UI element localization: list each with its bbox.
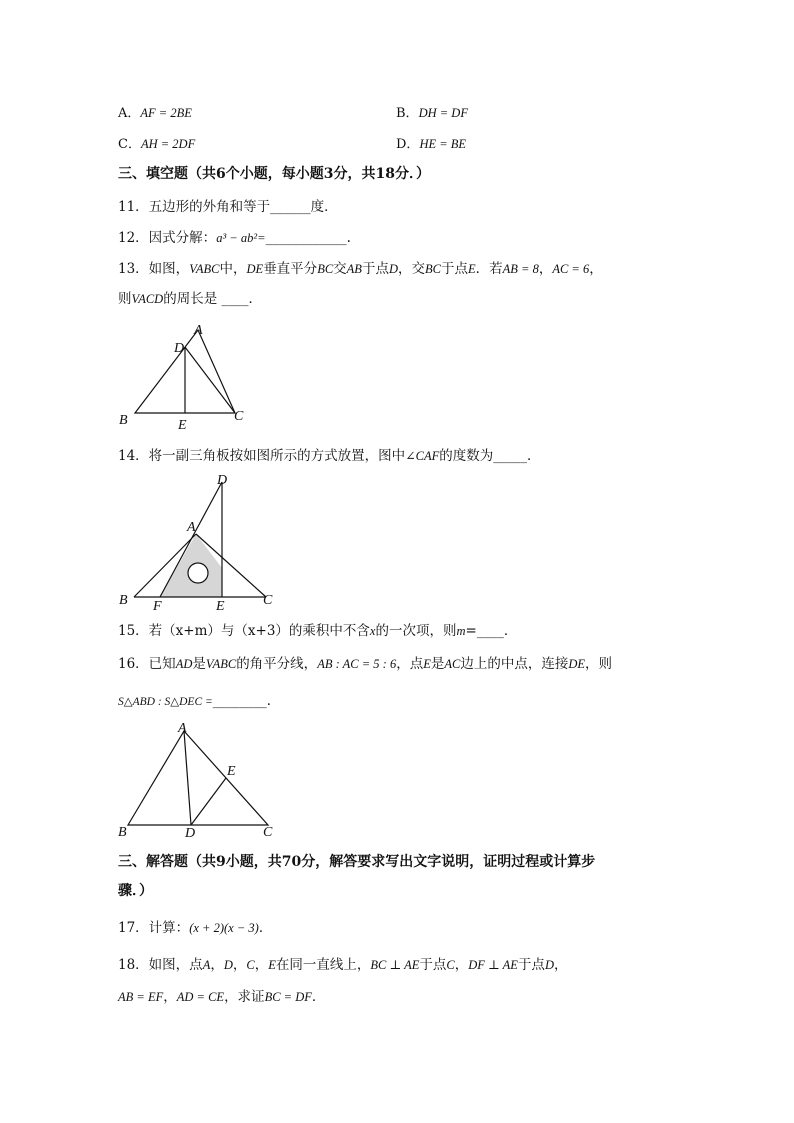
- q14-label-c: C: [263, 593, 273, 608]
- q14-label-b: B: [119, 593, 128, 608]
- q18-t3: ，: [210, 957, 224, 973]
- q12-expr: a³ − ab²=: [216, 231, 266, 245]
- option-a: [118, 103, 192, 124]
- q13-t18: AC = 6: [552, 262, 590, 276]
- q13-t14: E: [467, 262, 476, 276]
- option-b-text: DH = DF: [418, 106, 468, 120]
- q15-t4: m: [456, 624, 466, 638]
- q13-t10: D: [388, 262, 398, 276]
- q13-label-a: A: [194, 323, 203, 338]
- question-13-line-1: [118, 259, 603, 279]
- q15-t2: x: [369, 624, 376, 638]
- q15-t3: 的一次项，则: [375, 623, 457, 639]
- q18-t15: 于点: [517, 957, 545, 973]
- q16-t4: VABC: [205, 657, 237, 671]
- q16-triangle-abc: [128, 731, 268, 825]
- q14-t1: 14．将一副三角板按如图所示的方式放置，图中: [118, 448, 406, 464]
- q18-t12: C: [446, 958, 455, 972]
- question-16-line-2: [118, 691, 280, 712]
- option-d: [396, 134, 466, 155]
- q14-hole-circle: [188, 563, 208, 583]
- q13-t17: ，: [538, 261, 553, 277]
- q13-t22: 的周长是 ____．: [163, 291, 263, 307]
- question-14: [118, 446, 541, 466]
- q13-t5: 垂直平分: [263, 261, 318, 277]
- q13-t4: DE: [246, 262, 264, 276]
- section-fill-heading: 三、填空题（共6个小题，每小题3分，共18分．）: [118, 166, 430, 182]
- option-d-text: HE = BE: [419, 137, 467, 151]
- q18-t19: ，: [163, 989, 177, 1005]
- section-solve-heading-line-2: 骤．）: [118, 883, 153, 899]
- q13-t3: 中，: [219, 261, 247, 277]
- option-c-label: C．: [118, 137, 141, 152]
- option-a-label: A．: [118, 106, 141, 121]
- q18-t10: BC ⊥ AE: [370, 958, 420, 972]
- q16-blank: ________．: [212, 693, 281, 709]
- q16-t5: 的角平分线，: [236, 656, 318, 672]
- q13-t7: 交: [333, 261, 347, 277]
- question-15: [118, 621, 517, 641]
- q18-t4: D: [223, 958, 233, 972]
- option-b-label: B．: [396, 106, 419, 121]
- question-16-line-1: [118, 654, 612, 674]
- q16-label-c: C: [263, 825, 273, 840]
- q13-t15: ．若: [475, 261, 503, 277]
- q16-t10: AC: [444, 657, 461, 671]
- q16-t6: AB : AC = 5 : 6: [317, 657, 397, 671]
- option-b: [396, 103, 468, 124]
- q16-segment-de: [191, 778, 226, 825]
- q14-label-a: A: [187, 520, 196, 535]
- q16-area-ratio: S△ABD : S△DEC =: [118, 696, 213, 708]
- q16-t12: DE: [568, 657, 586, 671]
- q14-t3: 的度数为_____．: [439, 448, 541, 464]
- q18-t5: ，: [232, 957, 247, 973]
- q18-t1: 18．如图，点: [118, 957, 203, 973]
- option-a-text: AF = 2BE: [140, 106, 192, 120]
- question-18-line-2: [118, 987, 325, 1007]
- q13-t9: 于点: [361, 261, 389, 277]
- q13-label-d: D: [174, 341, 185, 356]
- section-solve-heading-line-1: 三、解答题（共9小题，共70分，解答要求写出文字说明，证明过程或计算步: [118, 854, 596, 870]
- q12-prefix: 12．因式分解：: [118, 230, 217, 246]
- q18-t9: 在同一直线上，: [275, 957, 371, 973]
- q18-t14: DF ⊥ AE: [468, 958, 518, 972]
- q18-t20: AD = CE: [176, 990, 225, 1004]
- q13-t6: BC: [317, 262, 334, 276]
- q13-t8: AB: [346, 262, 362, 276]
- q16-t13: ，则: [585, 656, 613, 672]
- option-c: [118, 134, 195, 155]
- question-13-line-2: [118, 289, 262, 309]
- question-11: 11．五边形的外角和等于______度．: [118, 199, 338, 215]
- q18-t21: ，求证: [224, 989, 265, 1005]
- option-d-label: D．: [396, 137, 420, 152]
- q16-segment-ad: [184, 731, 191, 825]
- q18-t13: ，: [454, 957, 469, 973]
- q16-t7: ，点: [396, 656, 424, 672]
- q18-t17: ，: [553, 957, 568, 973]
- q18-t8: E: [268, 958, 276, 972]
- q13-t19: ，: [589, 261, 603, 277]
- q18-t16: D: [544, 958, 554, 972]
- q18-t22: BC = DF: [264, 990, 312, 1004]
- q16-t2: AD: [175, 657, 193, 671]
- q18-t23: ．: [311, 989, 326, 1005]
- q13-label-b: B: [119, 413, 128, 428]
- question-18-line-1: [118, 955, 567, 975]
- q17-t3: ．: [258, 920, 273, 936]
- q13-t2: VABC: [189, 262, 220, 276]
- q13-t11: ，交: [397, 261, 425, 277]
- q14-figure: [110, 470, 290, 615]
- q16-t11: 边上的中点，连接: [460, 656, 569, 672]
- q13-label-c: C: [234, 409, 244, 424]
- option-c-text: AH = 2DF: [140, 137, 196, 151]
- q16-t9: 是: [430, 656, 445, 672]
- q13-t16: AB = 8: [502, 262, 539, 276]
- q13-t21: VACD: [131, 292, 164, 306]
- q16-label-e: E: [227, 764, 236, 779]
- question-12: [118, 228, 351, 248]
- q15-t1: 15．若（x+m）与（x+3）的乘积中不含: [118, 623, 370, 639]
- q17-expr: (x + 2)(x − 3): [189, 921, 259, 935]
- q12-end: .: [346, 230, 351, 246]
- q16-label-d: D: [185, 826, 196, 841]
- q16-t8: E: [423, 657, 431, 671]
- q14-label-e: E: [216, 599, 225, 614]
- q12-blank: ____________: [265, 230, 347, 246]
- q15-t5: =____．: [465, 623, 518, 639]
- q16-t1: 16．已知: [118, 656, 176, 672]
- q14-label-d: D: [217, 473, 228, 488]
- q18-t6: C: [246, 958, 255, 972]
- q16-t3: 是: [192, 656, 206, 672]
- q18-t18: AB = EF: [118, 990, 164, 1004]
- q16-figure: [110, 718, 290, 842]
- q13-figure: [110, 318, 260, 436]
- q16-label-b: B: [118, 825, 127, 840]
- q18-t2: A: [202, 958, 211, 972]
- q13-t20: 则: [118, 291, 132, 307]
- q13-t12: BC: [424, 262, 441, 276]
- q14-label-f: F: [153, 599, 162, 614]
- q18-t7: ，: [254, 957, 269, 973]
- q13-t1: 13．如图，: [118, 261, 190, 277]
- q16-label-a: A: [178, 721, 187, 736]
- q14-angle: ∠CAF: [405, 449, 440, 463]
- q13-t13: 于点: [440, 261, 468, 277]
- q18-t11: 于点: [419, 957, 447, 973]
- question-17: [118, 918, 272, 938]
- q13-label-e: E: [178, 418, 187, 433]
- q17-t1: 17．计算：: [118, 920, 190, 936]
